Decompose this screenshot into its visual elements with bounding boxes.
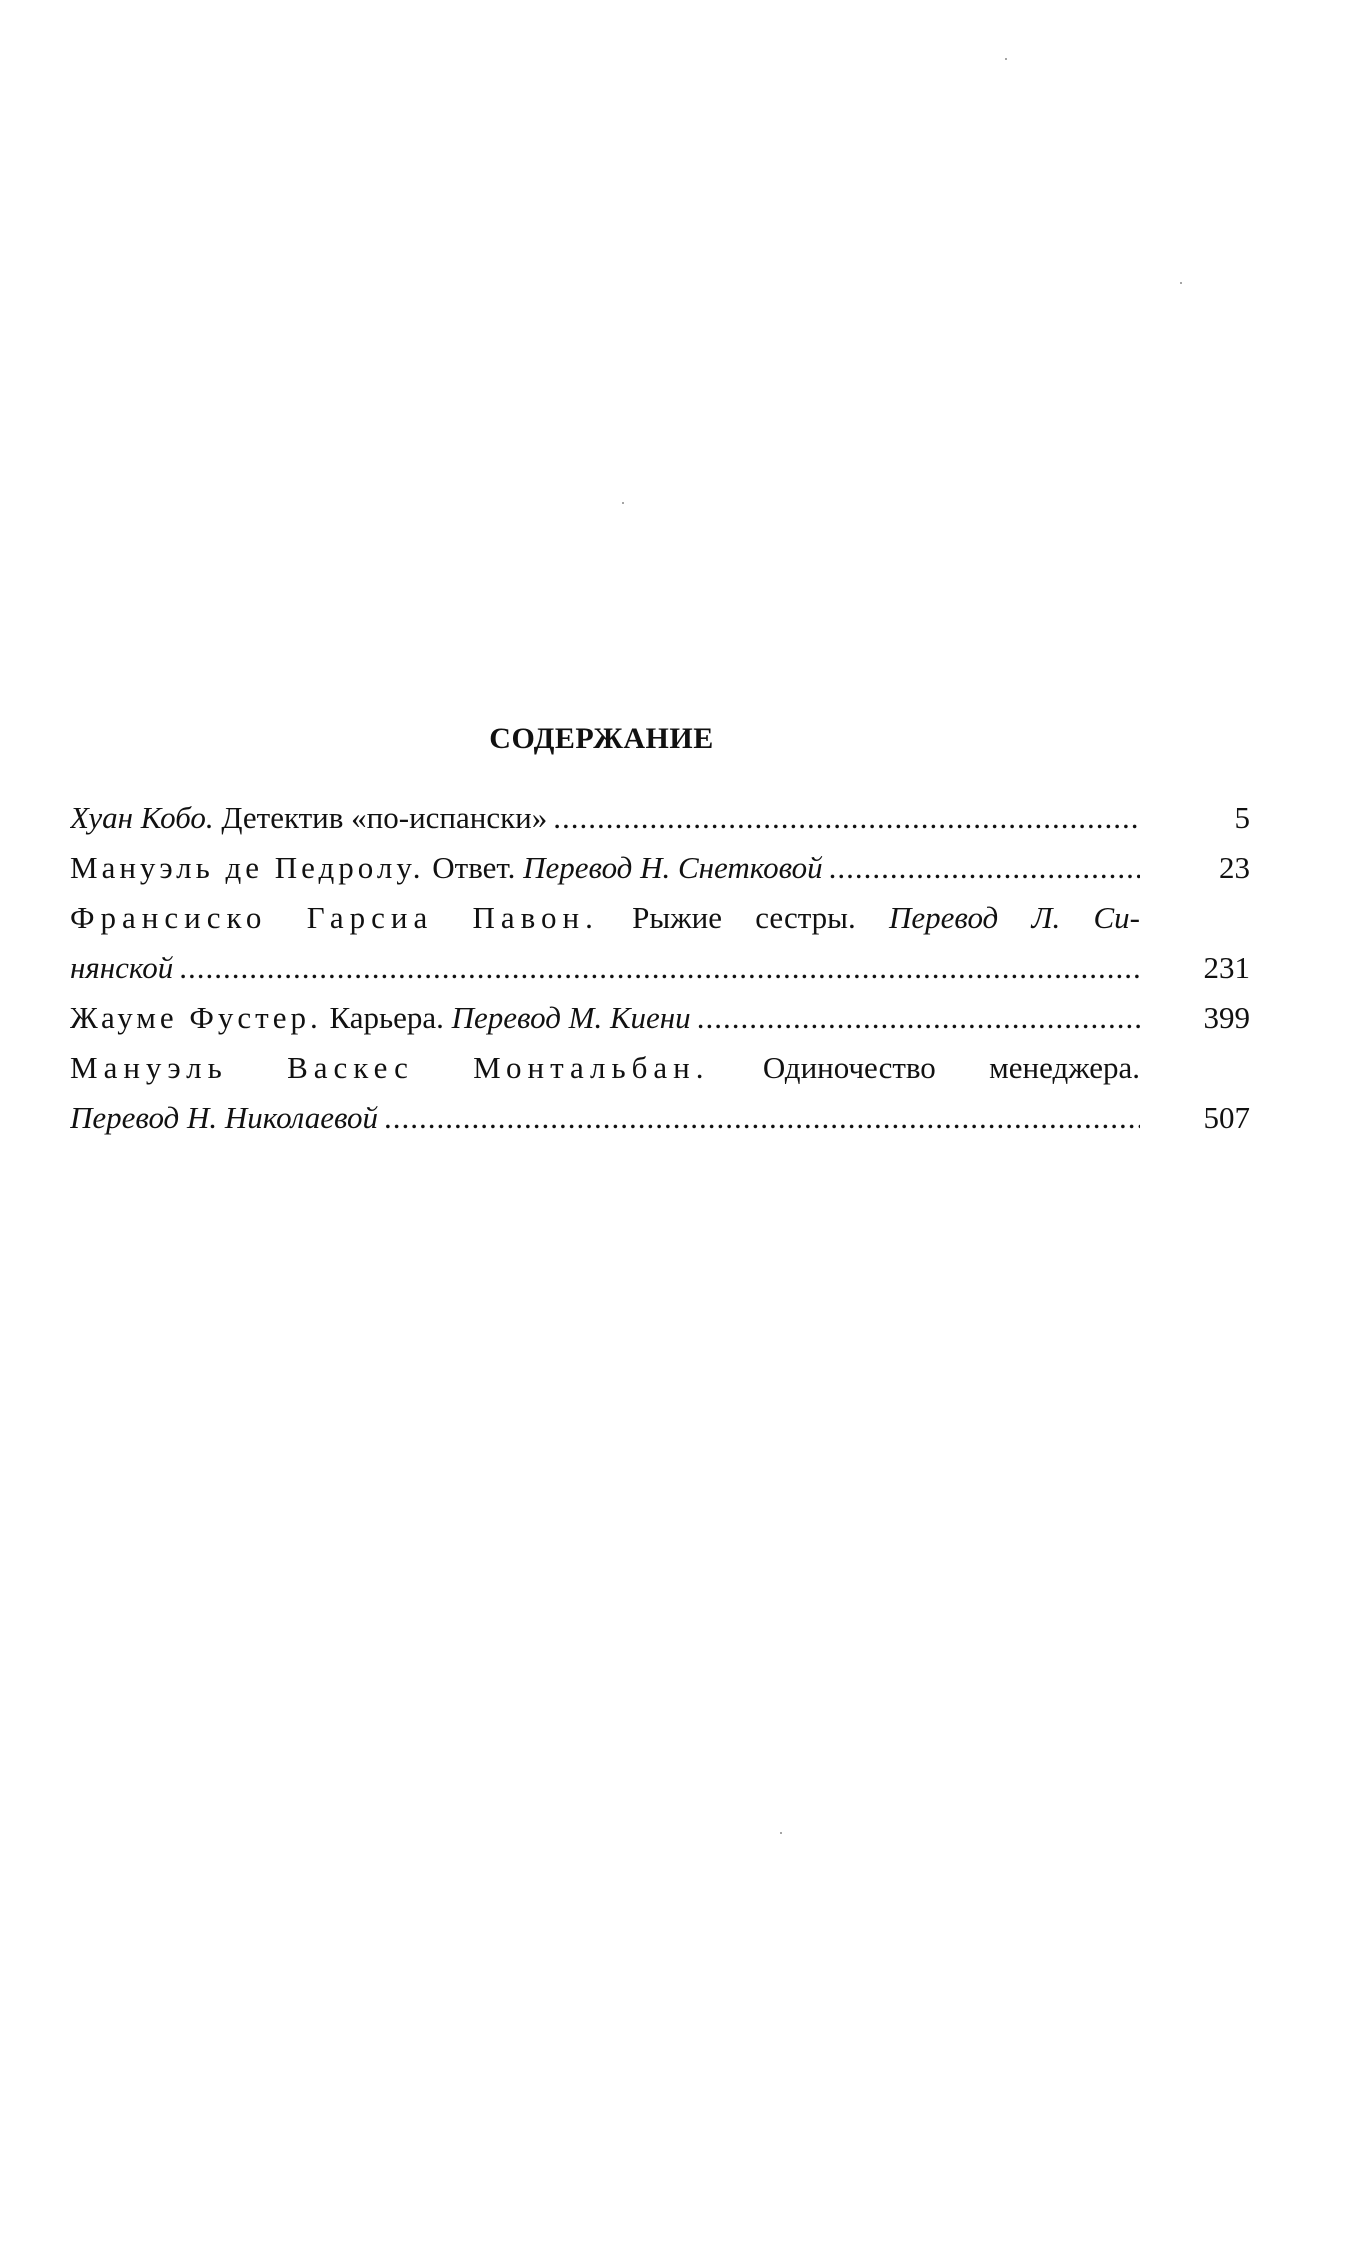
toc-line <box>70 1000 1250 1050</box>
toc-line <box>70 1100 1250 1150</box>
toc-entry-text <box>70 1100 1140 1136</box>
dot-leader <box>697 1000 1140 1036</box>
toc-entry <box>70 1050 1250 1150</box>
print-speck <box>780 1832 782 1834</box>
toc-entry <box>70 850 1250 900</box>
toc-entry <box>70 900 1250 1000</box>
toc-line <box>70 850 1250 900</box>
table-of-contents <box>70 800 1250 1150</box>
toc-line <box>70 800 1250 850</box>
toc-title: Детектив «по-испански» <box>221 800 548 835</box>
toc-entry-text <box>70 1050 1140 1086</box>
print-speck <box>622 502 624 504</box>
toc-author: Хуан Кобо. <box>70 800 214 835</box>
toc-translator: Перевод Л. Си- <box>888 900 1140 935</box>
toc-entry-text <box>70 850 1140 886</box>
toc-translator: Перевод М. Киени <box>451 1000 691 1035</box>
toc-page-number: 5 <box>1234 800 1250 835</box>
toc-page-number: 23 <box>1219 850 1250 885</box>
toc-entry-text <box>70 1000 1140 1036</box>
toc-entry <box>70 800 1250 850</box>
toc-entry-text <box>70 800 1140 836</box>
toc-line <box>70 950 1250 1000</box>
toc-line <box>70 1050 1250 1100</box>
toc-translator: Перевод Н. Николаевой <box>70 1100 379 1135</box>
print-speck <box>1180 282 1182 284</box>
dot-leader <box>179 950 1140 986</box>
toc-translator-continued: нянской <box>70 950 174 985</box>
toc-title: Одиночество менеджера. <box>762 1050 1140 1085</box>
toc-page-number: 507 <box>1203 1100 1250 1135</box>
toc-line <box>70 900 1250 950</box>
toc-author: Франсиско Гарсиа Павон. <box>70 900 599 935</box>
dot-leader <box>553 800 1140 836</box>
toc-author: Мануэль де Педролу. <box>70 850 425 885</box>
dot-leader <box>384 1100 1140 1136</box>
toc-entry-text <box>70 900 1140 936</box>
toc-author: Жауме Фустер. <box>70 1000 322 1035</box>
toc-entry-text <box>70 950 1140 986</box>
contents-heading: СОДЕРЖАНИЕ <box>489 722 714 755</box>
toc-title: Ответ. <box>432 850 516 885</box>
toc-entry <box>70 1000 1250 1050</box>
dot-leader <box>829 850 1140 886</box>
toc-page-number: 399 <box>1203 1000 1250 1035</box>
toc-author: Мануэль Васкес Монтальбан. <box>70 1050 710 1085</box>
toc-page-number: 231 <box>1203 950 1250 985</box>
toc-title: Карьера. <box>329 1000 444 1035</box>
toc-translator: Перевод Н. Снетковой <box>523 850 823 885</box>
toc-title: Рыжие сестры. <box>632 900 856 935</box>
print-speck <box>1005 58 1007 60</box>
